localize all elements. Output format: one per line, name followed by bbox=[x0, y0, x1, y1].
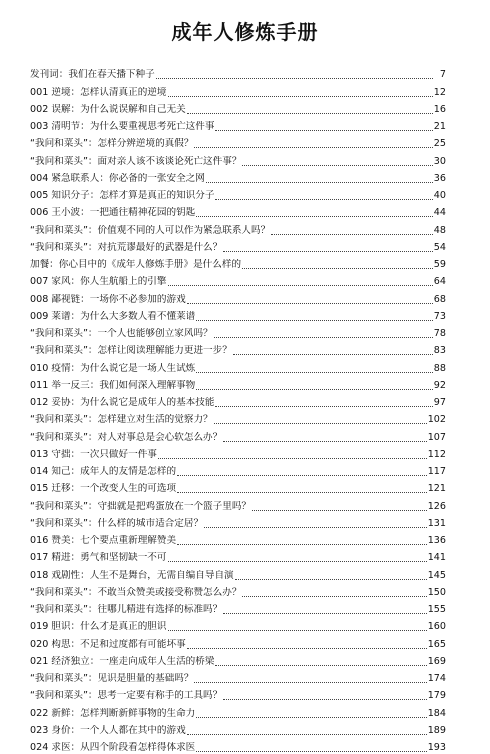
dot-leader bbox=[215, 664, 426, 666]
toc-entry[interactable] bbox=[30, 599, 446, 616]
dot-leader bbox=[187, 302, 433, 304]
toc-entry[interactable] bbox=[30, 219, 446, 236]
toc-entry[interactable] bbox=[30, 288, 446, 305]
dot-leader bbox=[196, 750, 426, 752]
toc-entry-page-number: 179 bbox=[427, 690, 446, 702]
toc-entry-title: 012 妥协：为什么说它是成年人的基本技能 bbox=[30, 397, 215, 408]
toc-entry[interactable] bbox=[30, 64, 446, 81]
toc-entry[interactable] bbox=[30, 340, 446, 357]
dot-leader bbox=[242, 164, 432, 166]
toc-entry-page-number: 36 bbox=[433, 172, 446, 184]
dot-leader bbox=[168, 284, 433, 286]
toc-entry-title: “我问和菜头”：什么样的城市适合定居？ bbox=[30, 517, 204, 529]
dot-leader bbox=[177, 491, 427, 493]
dot-leader bbox=[168, 95, 433, 97]
toc-entry-page-number: 145 bbox=[427, 569, 446, 581]
toc-entry-title: 017 精进：勇气和坚韧缺一不可 bbox=[30, 552, 167, 564]
dot-leader bbox=[204, 526, 427, 528]
toc-entry[interactable] bbox=[30, 444, 446, 461]
toc-entry-page-number: 7 bbox=[439, 69, 446, 81]
toc-entry[interactable] bbox=[30, 513, 446, 530]
toc-entry-title: 015 迁移：一个改变人生的可选项 bbox=[30, 483, 177, 495]
toc-entry-page-number: 150 bbox=[427, 586, 446, 598]
dot-leader bbox=[215, 198, 432, 200]
toc-entry[interactable] bbox=[30, 668, 446, 685]
toc-entry-page-number: 121 bbox=[427, 483, 446, 495]
dot-leader bbox=[271, 233, 433, 235]
toc-entry-page-number: 54 bbox=[433, 241, 446, 253]
toc-entry-title: 003 清明节：为什么要重视思考死亡这件事 bbox=[30, 121, 215, 132]
toc-entry-title: “我问和菜头”：怎样建立对生活的觉察力？ bbox=[30, 414, 213, 426]
toc-entry-title: 018 戏剧性：人生不是舞台，无需自编自导自演 bbox=[30, 569, 234, 581]
toc-entry[interactable] bbox=[30, 185, 446, 202]
toc-entry[interactable] bbox=[30, 357, 446, 374]
dot-leader bbox=[168, 560, 427, 562]
dot-leader bbox=[252, 509, 427, 511]
dot-leader bbox=[194, 146, 432, 148]
dot-leader bbox=[196, 716, 426, 718]
toc-entry-page-number: 16 bbox=[433, 103, 446, 115]
toc-entry[interactable] bbox=[30, 564, 446, 581]
dot-leader bbox=[196, 388, 433, 390]
toc-entry-page-number: 184 bbox=[427, 707, 446, 719]
toc-entry-page-number: 68 bbox=[433, 293, 446, 305]
toc-entry-page-number: 169 bbox=[427, 655, 446, 667]
toc-entry-page-number: 193 bbox=[427, 742, 446, 753]
toc-entry[interactable] bbox=[30, 685, 446, 702]
toc-entry-page-number: 155 bbox=[427, 604, 446, 615]
toc-entry-title: 013 守拙：一次只做好一件事 bbox=[30, 448, 157, 460]
toc-entry[interactable] bbox=[30, 702, 446, 719]
dot-leader bbox=[242, 267, 433, 269]
toc-entry-title: “我问和菜头”：价值观不同的人可以作为紧急联系人吗？ bbox=[30, 224, 271, 236]
toc-entry[interactable] bbox=[30, 237, 446, 254]
dot-leader bbox=[215, 405, 432, 407]
toc-entry-title: 016 赞美：七个要点重新理解赞美 bbox=[30, 535, 177, 546]
toc-entry-page-number: 136 bbox=[427, 535, 446, 546]
dot-leader bbox=[196, 215, 433, 217]
toc-entry-page-number: 44 bbox=[433, 207, 446, 219]
toc-entry[interactable] bbox=[30, 323, 446, 340]
toc-entry-title: “我问和菜头”：对抗荒谬最好的武器是什么？ bbox=[30, 241, 223, 253]
toc-entry[interactable] bbox=[30, 150, 446, 167]
toc-entry-page-number: 112 bbox=[427, 448, 446, 460]
toc-entry-page-number: 73 bbox=[433, 310, 446, 322]
toc-entry-title: “我问和菜头”：思考一定要有称手的工具吗？ bbox=[30, 690, 223, 702]
toc-entry[interactable] bbox=[30, 254, 446, 271]
toc-entry-page-number: 25 bbox=[433, 138, 446, 150]
toc-entry[interactable] bbox=[30, 633, 446, 650]
toc-entry-title: 010 疫情：为什么说它是一场人生试炼 bbox=[30, 362, 196, 374]
dot-leader bbox=[187, 112, 433, 114]
dot-leader bbox=[215, 129, 432, 131]
toc-entry[interactable] bbox=[30, 116, 446, 133]
toc-entry-page-number: 59 bbox=[433, 259, 446, 270]
dot-leader bbox=[168, 629, 427, 631]
toc-entry-title: 009 莱谱：为什么大多数人看不懂莱谱 bbox=[30, 310, 196, 322]
toc-entry[interactable] bbox=[30, 582, 446, 599]
toc-entry-title: “我问和菜头”：不敢当众赞美或接受称赞怎么办？ bbox=[30, 586, 242, 598]
toc-entry-title: “我问和菜头”：见识是胆量的基础吗？ bbox=[30, 673, 194, 684]
dot-leader bbox=[223, 698, 426, 700]
dot-leader bbox=[187, 647, 427, 649]
toc-entry-title: 022 新鲜：怎样判断新鲜事物的生命力 bbox=[30, 707, 196, 719]
toc-entry-page-number: 141 bbox=[427, 552, 446, 564]
toc-entry[interactable] bbox=[30, 495, 446, 512]
toc-entry-title: “我问和菜头”：面对亲人该不该谈论死亡这件事？ bbox=[30, 155, 242, 167]
page-title: 成年人修炼手册 bbox=[171, 20, 319, 44]
toc-entry-title: “我问和菜头”：对人对事总是会心软怎么办？ bbox=[30, 431, 223, 443]
dot-leader bbox=[223, 250, 433, 252]
toc-entry-title: 008 鄙视链：一场你不必参加的游戏 bbox=[30, 293, 186, 305]
dot-leader bbox=[233, 353, 433, 355]
toc-entry[interactable] bbox=[30, 547, 446, 564]
toc-entry-page-number: 92 bbox=[433, 379, 446, 391]
toc-entry-title: “我问和菜头”：一个人也能够创立家风吗？ bbox=[30, 328, 213, 339]
toc-entry[interactable] bbox=[30, 530, 446, 547]
toc-entry-page-number: 88 bbox=[433, 362, 446, 374]
dot-leader bbox=[242, 595, 426, 597]
toc-entry-page-number: 21 bbox=[433, 121, 446, 132]
dot-leader bbox=[196, 371, 433, 373]
toc-entry-page-number: 165 bbox=[427, 638, 446, 650]
toc-entry-title: 002 误解：为什么说误解和自己无关 bbox=[30, 103, 186, 115]
toc-entry-page-number: 126 bbox=[427, 500, 446, 512]
toc-entry[interactable] bbox=[30, 202, 446, 219]
toc-entry-page-number: 30 bbox=[433, 155, 446, 167]
toc-entry-page-number: 131 bbox=[427, 517, 446, 529]
dot-leader bbox=[223, 612, 426, 614]
toc-entry-title: 020 构思：不足和过度都有可能坏事 bbox=[30, 638, 186, 650]
dot-leader bbox=[177, 543, 427, 545]
toc-entry[interactable] bbox=[30, 81, 446, 98]
toc-entry-title: 005 知识分子：怎样才算是真正的知识分子 bbox=[30, 190, 215, 201]
toc-entry-page-number: 107 bbox=[427, 431, 446, 443]
dot-leader bbox=[177, 474, 427, 476]
toc-entry-page-number: 83 bbox=[433, 345, 446, 357]
toc-entry-title: “我问和菜头”：怎样分辨逆境的真假？ bbox=[30, 138, 194, 150]
toc-entry-page-number: 40 bbox=[433, 190, 446, 201]
toc-entry[interactable] bbox=[30, 720, 446, 737]
toc-entry-title: 004 紧急联系人：你必备的一张安全之网 bbox=[30, 172, 205, 184]
toc-entry[interactable] bbox=[30, 426, 446, 443]
toc-entry[interactable] bbox=[30, 99, 446, 116]
dot-leader bbox=[206, 181, 433, 183]
toc-entry-title: “我问和菜头”：怎样让阅读理解能力更进一步？ bbox=[30, 345, 232, 357]
toc-entry-page-number: 97 bbox=[433, 397, 446, 408]
toc-entry-title: 001 逆境：怎样认清真正的逆境 bbox=[30, 86, 167, 98]
toc-entry[interactable] bbox=[30, 616, 446, 633]
dot-leader bbox=[156, 77, 433, 79]
dot-leader bbox=[196, 319, 433, 321]
toc-entry-title: 加餐：你心目中的《成年人修炼手册》是什么样的 bbox=[30, 259, 242, 270]
toc-entry[interactable] bbox=[30, 375, 446, 392]
toc-entry[interactable] bbox=[30, 461, 446, 478]
dot-leader bbox=[223, 440, 426, 442]
toc-entry-title: 011 举一反三：我们如何深入理解事物 bbox=[30, 379, 196, 391]
dot-leader bbox=[194, 681, 426, 683]
dot-leader bbox=[214, 336, 433, 338]
toc-entry-page-number: 78 bbox=[433, 328, 446, 339]
toc-entry-title: 007 家风：你人生航船上的引擎 bbox=[30, 276, 167, 288]
dot-leader bbox=[214, 422, 427, 424]
toc-entry-title: 024 求医：从四个阶段看怎样得体求医 bbox=[30, 742, 196, 753]
dot-leader bbox=[235, 578, 427, 580]
toc-entry-title: 021 经济独立：一座走向成年人生活的桥梁 bbox=[30, 655, 215, 667]
toc-entry-page-number: 189 bbox=[427, 724, 446, 736]
toc-entry-page-number: 160 bbox=[427, 621, 446, 633]
toc-entry[interactable] bbox=[30, 392, 446, 409]
toc-entry-title: 019 胆识：什么才是真正的胆识 bbox=[30, 621, 167, 633]
toc-entry-page-number: 48 bbox=[433, 224, 446, 236]
toc-entry-page-number: 64 bbox=[433, 276, 446, 288]
toc-entry-title: 006 王小波：一把通往精神花园的钥匙 bbox=[30, 207, 196, 219]
toc-entry-page-number: 174 bbox=[427, 673, 446, 684]
toc-entry-title: “我问和菜头”：守拙就是把鸡蛋放在一个篮子里吗？ bbox=[30, 500, 252, 512]
toc-entry-title: “我问和菜头”：往哪儿精进有选择的标准吗？ bbox=[30, 604, 223, 615]
toc-entry-page-number: 117 bbox=[427, 466, 446, 477]
toc-entry[interactable] bbox=[30, 737, 446, 754]
toc-entry[interactable] bbox=[30, 271, 446, 288]
table-of-contents bbox=[30, 64, 446, 754]
toc-entry[interactable] bbox=[30, 133, 446, 150]
toc-entry[interactable] bbox=[30, 306, 446, 323]
toc-entry[interactable] bbox=[30, 651, 446, 668]
dot-leader bbox=[158, 457, 427, 459]
toc-entry[interactable] bbox=[30, 478, 446, 495]
toc-entry-title: 023 身价：一个人人都在其中的游戏 bbox=[30, 724, 186, 736]
toc-entry-title: 发刊词：我们在春天播下种子 bbox=[30, 69, 155, 81]
toc-entry-page-number: 102 bbox=[427, 414, 446, 426]
toc-entry[interactable] bbox=[30, 409, 446, 426]
toc-entry-title: 014 知己：成年人的友情是怎样的 bbox=[30, 466, 177, 477]
dot-leader bbox=[187, 733, 427, 735]
toc-entry[interactable] bbox=[30, 168, 446, 185]
toc-entry-page-number: 12 bbox=[433, 86, 446, 98]
